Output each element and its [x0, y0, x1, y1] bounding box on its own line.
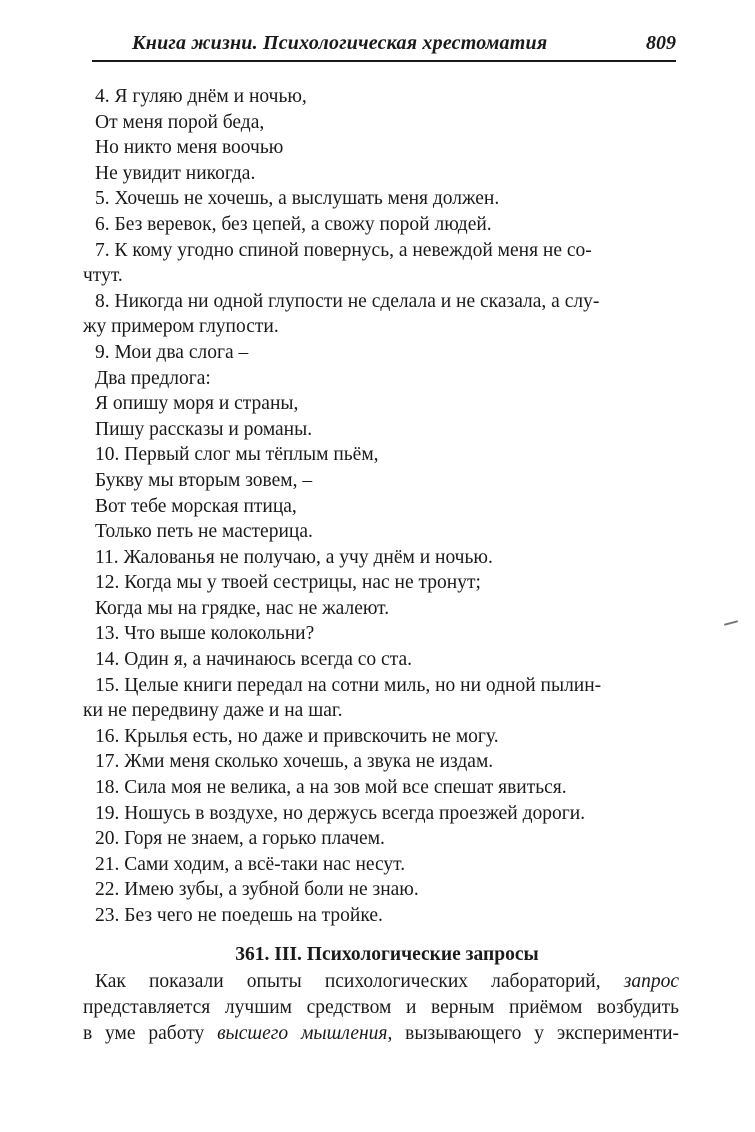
text-line: 10. Первый слог мы тёплым пьём,: [95, 444, 379, 466]
text-line: 16. Крылья есть, но даже и привскочить не могу.: [95, 725, 499, 747]
text-line: Пишу рассказы и романы.: [95, 418, 313, 440]
text-line: 14. Один я, а начинаюсь всегда со ста.: [95, 649, 412, 671]
text-line: Не увидит никогда.: [95, 162, 256, 184]
text-line: 20. Горя не знаем, а горько плачем.: [95, 828, 385, 850]
text-line: чтут.: [83, 265, 123, 287]
text-line: Я опишу моря и страны,: [95, 393, 299, 415]
text-line: 22. Имею зубы, а зубной боли не знаю.: [95, 879, 419, 901]
text-line: 4. Я гуляю днём и ночью,: [95, 86, 307, 107]
text-line: 11. Жалованья не получаю, а учу днём и ночью.: [95, 546, 493, 568]
running-header: [92, 30, 676, 62]
text-line: ки не передвину даже и на шаг.: [83, 700, 343, 722]
text-line: Только петь не мастерица.: [95, 521, 313, 543]
text-line: 7. К кому угодно спиной повернусь, а невеждой меня не со-: [95, 239, 592, 261]
body-paragraph: [83, 969, 679, 1046]
paragraph-line: представляется лучшим средством и верным приёмом возбудить: [83, 996, 679, 1018]
text-line: 17. Жми меня сколько хочешь, а звука не издам.: [95, 751, 494, 773]
paragraph-text: , вызывающего у эксперименти-: [387, 1022, 680, 1044]
text-line: 13. Что выше колокольни?: [95, 623, 315, 645]
text-line: 23. Без чего не поедешь на тройке.: [95, 905, 383, 926]
scan-smudge: [724, 620, 738, 626]
text-line: 15. Целые книги передал на сотни миль, но ни одной пылин-: [95, 674, 602, 696]
text-line: 5. Хочешь не хочешь, а выслушать меня должен.: [95, 188, 500, 210]
text-line: 19. Ношусь в воздухе, но держусь всегда проезжей дороги.: [95, 802, 586, 824]
text-line: 6. Без веревок, без цепей, а свожу порой людей.: [95, 213, 492, 235]
text-line: От меня порой беда,: [95, 111, 265, 133]
text-line: Два предлога:: [95, 367, 211, 389]
paragraph-text: Как показали опыты психологических лабораторий,: [95, 971, 624, 992]
riddles-list: [83, 84, 679, 929]
text-line: Когда мы на грядке, нас не жалеют.: [95, 597, 390, 619]
page-number: 809: [646, 32, 676, 54]
text-line: Но никто меня воочью: [95, 137, 284, 159]
emphasis-text: высшего мышления: [217, 1022, 388, 1044]
paragraph-line: [83, 1021, 679, 1047]
paragraph-text: в уме работу: [83, 1022, 218, 1044]
emphasis-text: запрос: [623, 971, 679, 992]
section-heading: 361. III. Психологические запросы: [235, 944, 539, 965]
text-line: Букву мы вторым зовем, –: [95, 469, 313, 491]
running-header-title: Книга жизни. Психологическая хрестоматия: [132, 32, 548, 54]
paragraph-line: [83, 969, 679, 995]
text-line: Вот тебе морская птица,: [95, 495, 297, 517]
text-line: 18. Сила моя не велика, а на зов мой все спешат явиться.: [95, 777, 567, 799]
text-line: 21. Сами ходим, а всё-таки нас несут.: [95, 853, 406, 875]
text-line: 12. Когда мы у твоей сестрицы, нас не тронут;: [95, 572, 481, 594]
text-line: жу примером глупости.: [83, 316, 279, 338]
text-line: 9. Мои два слога –: [95, 341, 249, 363]
text-line: 8. Никогда ни одной глупости не сделала и не сказала, а слу-: [95, 290, 600, 312]
